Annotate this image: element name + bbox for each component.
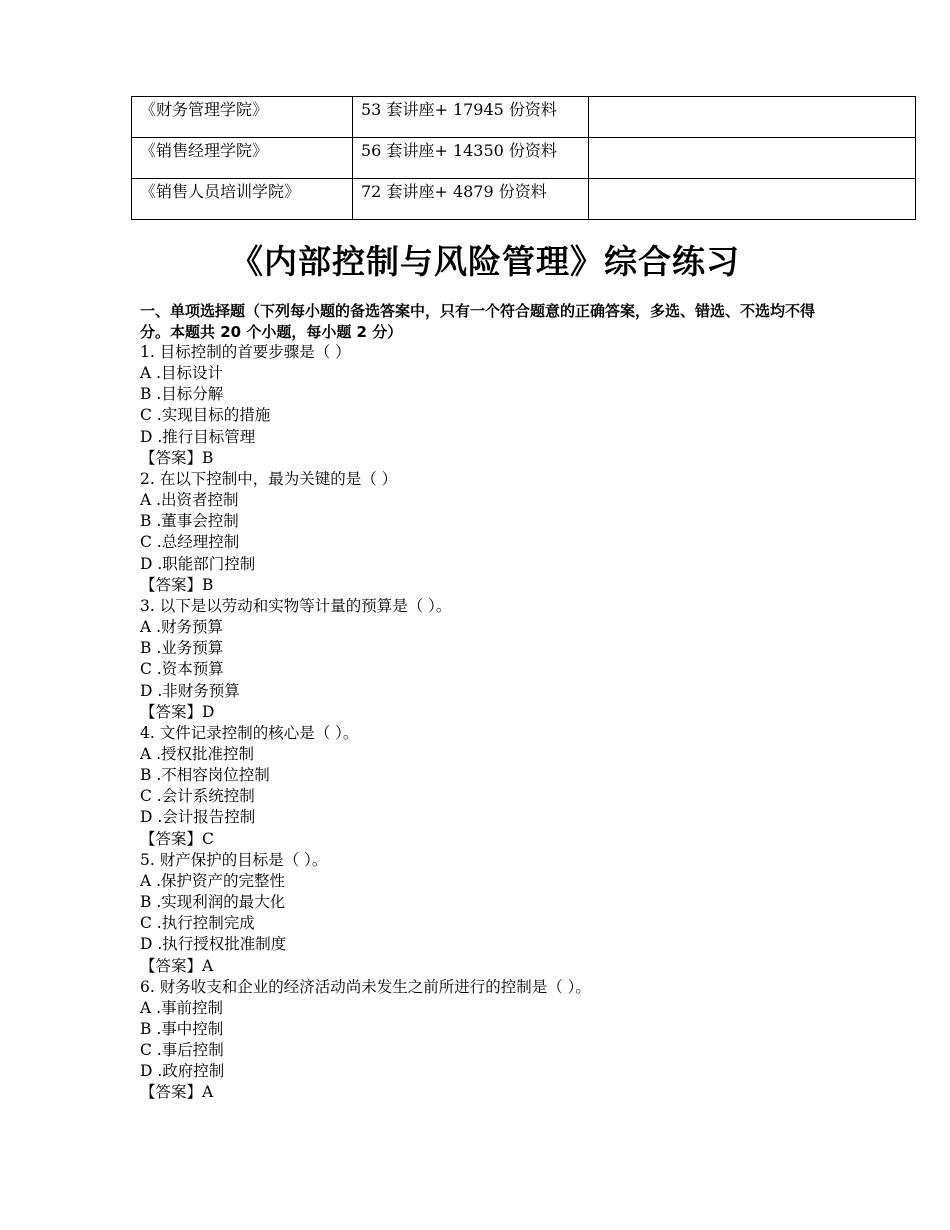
course-info-cell: 56 套讲座+ 14350 份资料 xyxy=(353,138,589,179)
question-text: 5. 财产保护的目标是（ ）。 xyxy=(140,850,328,869)
option-d: D .推行目标管理 xyxy=(140,427,256,446)
option-c: C .资本预算 xyxy=(140,660,224,679)
question-text: 2. 在以下控制中，最为关键的是（ ） xyxy=(140,469,398,488)
question-text: 6. 财务收支和企业的经济活动尚未发生之前所进行的控制是（ ）。 xyxy=(140,977,591,996)
option-b: B .董事会控制 xyxy=(140,512,239,531)
course-name-cell: 《财务管理学院》 xyxy=(132,97,353,138)
question-text: 1. 目标控制的首要步骤是（ ） xyxy=(140,343,351,361)
course-info-cell: 53 套讲座+ 17945 份资料 xyxy=(353,97,589,138)
course-info-cell: 72 套讲座+ 4879 份资料 xyxy=(353,179,589,220)
option-a: A .事前控制 xyxy=(140,998,224,1017)
option-b: B .业务预算 xyxy=(140,639,224,658)
section-instruction: 一、单项选择题（下列每小题的备选答案中，只有一个符合题意的正确答案，多选、错选、不选均不得分。本题共 20 个小题，每小题 2 分） xyxy=(140,302,816,341)
option-b: B .目标分解 xyxy=(140,385,224,404)
option-c: C .执行控制完成 xyxy=(140,914,255,933)
table-row xyxy=(132,179,916,220)
option-d: D .职能部门控制 xyxy=(140,554,256,573)
question-list xyxy=(140,342,900,1104)
option-c: C .总经理控制 xyxy=(140,533,240,552)
course-name-cell: 《销售经理学院》 xyxy=(132,138,353,179)
option-b: B .实现利润的最大化 xyxy=(140,893,286,912)
empty-cell xyxy=(589,138,916,179)
option-d: D .执行授权批准制度 xyxy=(140,935,287,954)
answer-text: 【答案】A xyxy=(140,1083,214,1102)
option-a: A .出资者控制 xyxy=(140,491,239,510)
table-row xyxy=(132,138,916,179)
option-c: C .会计系统控制 xyxy=(140,787,255,806)
empty-cell xyxy=(589,97,916,138)
option-b: B .事中控制 xyxy=(140,1020,224,1038)
answer-text: 【答案】A xyxy=(140,956,214,975)
answer-text: 【答案】D xyxy=(140,702,215,721)
question-text: 3. 以下是以劳动和实物等计量的预算是（ ）。 xyxy=(140,596,452,615)
answer-text: 【答案】C xyxy=(140,829,214,848)
option-d: D .会计报告控制 xyxy=(140,808,256,827)
answer-text: 【答案】B xyxy=(140,575,214,594)
option-d: D .政府控制 xyxy=(140,1062,225,1081)
option-a: A .财务预算 xyxy=(140,618,224,637)
option-c: C .实现目标的措施 xyxy=(140,406,271,425)
option-d: D .非财务预算 xyxy=(140,681,240,700)
course-table xyxy=(131,96,916,220)
course-name-cell: 《销售人员培训学院》 xyxy=(132,179,353,220)
option-a: A .保护资产的完整性 xyxy=(140,871,286,890)
option-a: A .目标设计 xyxy=(140,364,224,383)
option-c: C .事后控制 xyxy=(140,1041,224,1060)
table-row xyxy=(132,97,916,138)
document-title: 《内部控制与风险管理》综合练习 xyxy=(230,242,740,281)
question-text: 4. 文件记录控制的核心是（ ）。 xyxy=(140,723,359,742)
option-a: A .授权批准控制 xyxy=(140,744,255,763)
answer-text: 【答案】B xyxy=(140,448,214,467)
option-b: B .不相容岗位控制 xyxy=(140,766,270,785)
empty-cell xyxy=(589,179,916,220)
